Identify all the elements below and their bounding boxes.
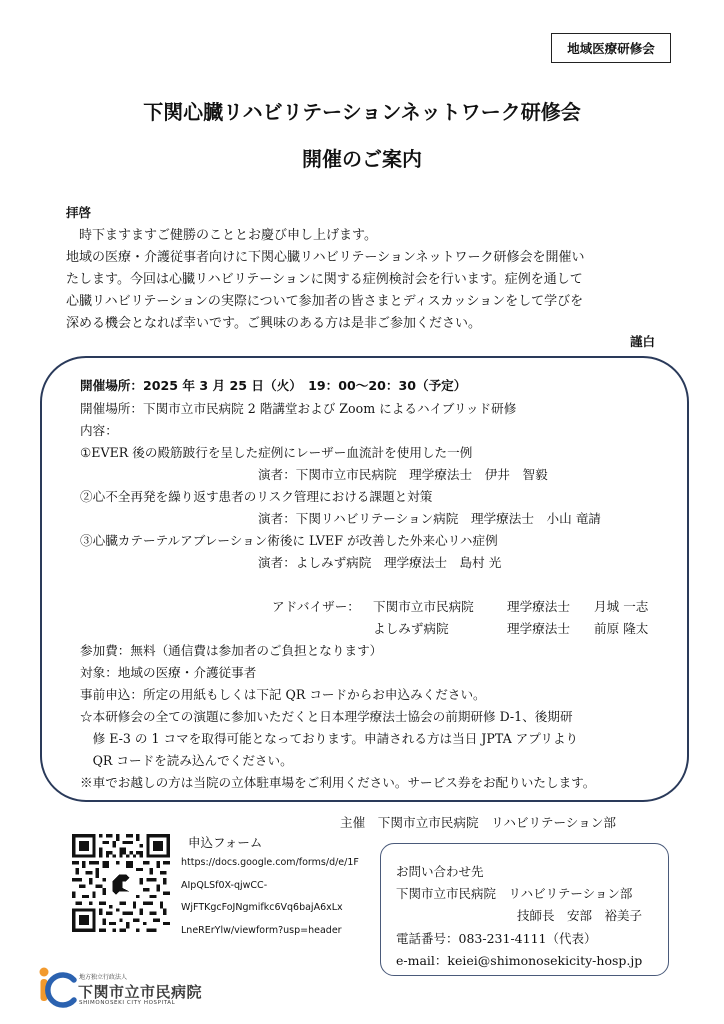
topic-1-speaker: 演者：下関市立市民病院 理学療法士 伊井 智毅 [258, 467, 548, 482]
form-url-line-4[interactable]: LneRErYlw/viewform?usp=header [181, 925, 342, 936]
advisor-1-name: 月城 一志 [594, 599, 649, 614]
logo-english: SHIMONOSEKI CITY HOSPITAL [79, 1000, 176, 1006]
qr-code-icon[interactable] [72, 834, 170, 932]
fee: 参加費：無料（通信費は参加者のご負担となります） [80, 643, 383, 658]
contact-email[interactable]: e-mail：keiei@shimonosekicity-hosp.jp [396, 953, 643, 968]
letter-line-3: たします。今回は心臓リハビリテーションに関する症例検討会を行います。症例を通して [66, 272, 583, 287]
letter-line-5: 深める機会となれば幸いです。ご興味のある方は是非ご参加ください。 [66, 316, 481, 331]
hospital-logo-icon [32, 966, 78, 1008]
contact-department: 下関市立市民病院 リハビリテーション部 [396, 886, 633, 901]
letter-line-1: 時下ますますご健勝のこととお慶び申し上げます。 [66, 228, 377, 243]
note-1-line-1: ☆本研修会の全ての演題に参加いただくと日本理学療法士協会の前期研修 D-1、後期研 [80, 709, 573, 724]
topic-1-title: ①EVER 後の殿筋跛行を呈した症例にレーザー血流計を使用した一例 [80, 445, 473, 460]
form-url-line-2[interactable]: AIpQLSf0X-qjwCC- [181, 880, 268, 891]
contact-phone: 電話番号：083-231-4111（代表） [396, 931, 597, 946]
letter-line-4: 心臓リハビリテーションの実際について参加者の皆さまとディスカッションをして学びを [66, 294, 584, 309]
closing: 謹白 [630, 334, 656, 349]
content-label: 内容： [80, 423, 118, 438]
page-title: 下関心臓リハビリテーションネットワーク研修会 [143, 100, 581, 124]
event-venue: 開催場所：下関市立市民病院 2 階講堂および Zoom によるハイブリッド研修 [80, 401, 517, 416]
contact-person: 技師長 安部 裕美子 [517, 908, 643, 923]
logo-small-text: 地方独立行政法人 [79, 974, 128, 981]
page-subtitle: 開催のご案内 [302, 147, 422, 171]
topic-3-title: ③心臓カテーテルアブレーション術後に LVEF が改善した外来心リハ症例 [80, 533, 498, 548]
organizer: 主催 下関市立市民病院 リハビリテーション部 [340, 815, 616, 830]
note-1-line-3: QR コードを読み込んでください。 [80, 753, 293, 768]
advisor-1-hospital: 下関市立市民病院 [373, 599, 474, 614]
advisor-2-hospital: よしみず病院 [373, 621, 449, 636]
form-url-line-3[interactable]: WjFTKgcFoJNgmifkc6Vq6bajA6xLx [181, 902, 343, 913]
event-date-label: 開催場所： [80, 378, 143, 393]
advisor-2-role: 理学療法士 [507, 621, 570, 636]
target-audience: 対象：地域の医療・介護従事者 [80, 665, 257, 680]
advisor-label: アドバイザー： [272, 599, 360, 614]
topic-2-speaker: 演者：下関リハビリテーション病院 理学療法士 小山 竜請 [258, 511, 601, 526]
form-label: 申込フォーム [188, 835, 263, 850]
note-1-line-2: 修 E-3 の 1 コマを取得可能となっております。申請される方は当日 JPTA アプリより [80, 731, 579, 746]
greeting: 拝啓 [66, 205, 92, 220]
category-badge: 地域医療研修会 [551, 33, 671, 63]
letter-line-2: 地域の医療・介護従事者向けに下関心臓リハビリテーションネットワーク研修会を開催い [66, 250, 585, 265]
logo-name: 下関市立市民病院 [78, 983, 203, 1001]
form-url-line-1[interactable]: https://docs.google.com/forms/d/e/1F [181, 857, 359, 868]
note-2: ※車でお越しの方は当院の立体駐車場をご利用ください。サービス券をお配りいたします。 [80, 775, 596, 790]
topic-3-speaker: 演者：よしみず病院 理学療法士 島村 光 [258, 555, 502, 570]
event-date-value: 2025 年 3 月 25 日（火） 19：00〜20：30（予定） [142, 378, 467, 393]
event-date [80, 375, 466, 394]
advisor-2-name: 前原 隆太 [594, 621, 649, 636]
contact-heading: お問い合わせ先 [396, 864, 484, 879]
advisor-1-role: 理学療法士 [507, 599, 570, 614]
topic-2-title: ②心不全再発を繰り返す患者のリスク管理における課題と対策 [80, 489, 433, 504]
registration: 事前申込：所定の用紙もしくは下記 QR コードからお申込みください。 [80, 687, 486, 702]
